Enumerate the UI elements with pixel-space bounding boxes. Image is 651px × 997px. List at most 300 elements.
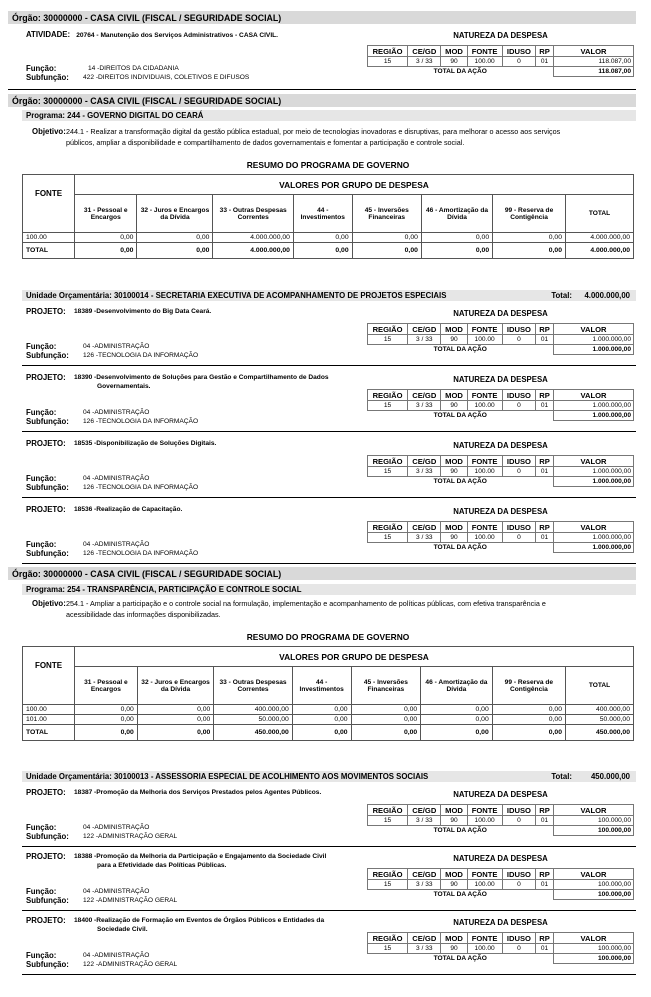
table-row: [23, 233, 634, 243]
atividade-label-text: ATIVIDADE:: [26, 30, 71, 39]
cell-iduso: 0: [502, 944, 535, 954]
natureza-table: [367, 455, 634, 487]
natureza-table: [367, 389, 634, 421]
projeto-text-line2: Sociedade Civil.: [97, 926, 148, 933]
col-iduso: IDUSO: [502, 805, 535, 816]
cell-total: 400.000,00: [566, 705, 634, 715]
cell-fonte: 100.00: [467, 335, 502, 345]
col-33: 33 - Outras Despesas Correntes: [214, 667, 292, 705]
cell-valor: 100.000,00: [554, 816, 634, 826]
col-valor: VALOR: [554, 456, 634, 467]
projeto-label: PROJETO:: [26, 307, 66, 316]
cell-iduso: 0: [502, 880, 535, 890]
col-44: 44 - Investimentos: [292, 667, 351, 705]
cell-valor: 1.000.000,00: [554, 401, 634, 411]
cell-99: 0,00: [493, 233, 566, 243]
col-valor: VALOR: [554, 805, 634, 816]
funcao-code: 04: [83, 475, 91, 482]
total-99: 0,00: [493, 243, 566, 259]
funcao-text: ADMINISTRAÇÃO: [94, 888, 150, 895]
funcao-label: Função:: [26, 408, 57, 417]
divider: [22, 497, 636, 498]
col-regiao: REGIÃO: [368, 869, 408, 880]
subfuncao-value: 126 -TECNOLOGIA DA INFORMAÇÃO: [83, 352, 199, 359]
col-valor: VALOR: [554, 324, 634, 335]
projeto-label: PROJETO:: [26, 852, 66, 861]
subfuncao-label: Subfunção:: [26, 351, 69, 360]
funcao-label: Função:: [26, 540, 57, 549]
funcao-label: Função:: [26, 342, 57, 351]
cell-45: 0,00: [351, 705, 421, 715]
col-regiao: REGIÃO: [368, 456, 408, 467]
cell-mod: 90: [441, 880, 467, 890]
cell-iduso: 0: [502, 57, 535, 67]
funcao-value: 04 -ADMINISTRAÇÃO: [83, 343, 150, 350]
col-fonte: FONTE: [467, 46, 502, 57]
col-mod: MOD: [441, 933, 467, 944]
table-row: [23, 715, 634, 725]
projeto-text-line2: para a Efetividade das Políticas Públicas.: [97, 862, 227, 869]
cell-valor: 1.000.000,00: [554, 533, 634, 543]
objetivo-label: Objetivo:: [32, 127, 66, 136]
projeto-code: 18535: [74, 440, 93, 447]
cell-fonte: 100.00: [467, 401, 502, 411]
col-regiao: REGIÃO: [368, 46, 408, 57]
col-cegd: CE/GD: [408, 46, 441, 57]
cell-mod: 90: [441, 467, 467, 477]
unidade-header: [22, 290, 636, 301]
col-regiao: REGIÃO: [368, 805, 408, 816]
cell-regiao: 15: [368, 467, 408, 477]
col-cegd: CE/GD: [408, 324, 441, 335]
cell-cegd: 3 / 33: [408, 335, 441, 345]
total-row-label: TOTAL: [23, 725, 75, 741]
subfuncao-value: 122 -ADMINISTRAÇÃO GERAL: [83, 897, 178, 904]
cell-32: 0,00: [137, 233, 213, 243]
col-iduso: IDUSO: [502, 46, 535, 57]
table-row: [368, 401, 634, 411]
projeto-text: -Realização de Capacitação.: [94, 506, 183, 513]
col-rp: RP: [536, 390, 554, 401]
col-iduso: IDUSO: [502, 522, 535, 533]
funcao-value: 04 -ADMINISTRAÇÃO: [83, 541, 150, 548]
cell-iduso: 0: [502, 533, 535, 543]
projeto-label: PROJETO:: [26, 505, 66, 514]
projeto-label: PROJETO:: [26, 439, 66, 448]
col-mod: MOD: [441, 390, 467, 401]
total-99: 0,00: [492, 725, 565, 741]
projeto-text-line1: Desenvolvimento de Soluções para Gestão e Compartilhamento de Dados: [96, 374, 329, 381]
col-cegd: CE/GD: [408, 456, 441, 467]
cell-cegd: 3 / 33: [408, 401, 441, 411]
total-row: [23, 725, 634, 741]
cell-cegd: 3 / 33: [408, 467, 441, 477]
cell-33: 4.000.000,00: [213, 233, 293, 243]
cell-cegd: 3 / 33: [408, 816, 441, 826]
total-row: [23, 243, 634, 259]
cell-31: 0,00: [75, 233, 137, 243]
cell-total: 4.000.000,00: [566, 233, 634, 243]
valores-title: VALORES POR GRUPO DE DESPESA: [75, 647, 634, 667]
cell-fonte: 101.00: [23, 715, 75, 725]
total-acao-value: 1.000.000,00: [554, 477, 634, 487]
table-row: [368, 335, 634, 345]
natureza-title: NATUREZA DA DESPESA: [453, 790, 548, 799]
projeto-label: PROJETO:: [26, 373, 66, 382]
col-mod: MOD: [441, 522, 467, 533]
cell-rp: 01: [536, 944, 554, 954]
col-iduso: IDUSO: [502, 456, 535, 467]
col-valor: VALOR: [554, 390, 634, 401]
col-regiao: REGIÃO: [368, 324, 408, 335]
cell-fonte: 100.00: [467, 533, 502, 543]
total-acao-label: TOTAL DA AÇÃO: [433, 478, 487, 486]
table-row: [368, 880, 634, 890]
cell-99: 0,00: [492, 705, 565, 715]
cell-rp: 01: [536, 401, 554, 411]
subfuncao-value: 126 -TECNOLOGIA DA INFORMAÇÃO: [83, 418, 199, 425]
projeto-code: 18387: [74, 789, 93, 796]
cell-rp: 01: [536, 816, 554, 826]
cell-99: 0,00: [492, 715, 565, 725]
divider: [22, 846, 636, 847]
cell-mod: 90: [441, 816, 467, 826]
funcao-code: 04: [83, 952, 91, 959]
subfuncao-text: ADMINISTRAÇÃO GERAL: [98, 961, 178, 968]
cell-fonte: 100.00: [467, 880, 502, 890]
subfuncao-text: TECNOLOGIA DA INFORMAÇÃO: [98, 418, 199, 425]
subfuncao-text: ADMINISTRAÇÃO GERAL: [98, 897, 178, 904]
total-acao-value: 100.000,00: [554, 826, 634, 836]
projeto-text: -Desenvolvimento do Big Data Ceará.: [94, 308, 212, 315]
cell-cegd: 3 / 33: [408, 57, 441, 67]
total-acao-label: TOTAL DA AÇÃO: [433, 412, 487, 420]
atividade-text: Manutenção dos Serviços Administrativos - CASA CIVIL.: [100, 32, 279, 39]
subfuncao-code: 126: [83, 550, 95, 557]
subfuncao-label: Subfunção:: [26, 549, 69, 558]
col-rp: RP: [536, 522, 554, 533]
objetivo-line2: públicos, ampliar a disponibilidade e compartilhamento de dados governamentais e fomentar a participação e controle social.: [66, 138, 465, 147]
objetivo-line1: 244.1 - Realizar a transformação digital da gestão pública estadual, por meio de tecnologias inovadoras e disruptivas, para melhorar o acesso aos serviços: [66, 127, 561, 136]
projeto-text-line1: Realização de Formação em Eventos de Órgãos Públicos e Entidades da: [96, 917, 325, 924]
col-33: 33 - Outras Despesas Correntes: [213, 195, 293, 233]
total-44: 0,00: [292, 725, 351, 741]
total-acao-value: 100.000,00: [554, 954, 634, 964]
total-acao-label: TOTAL DA AÇÃO: [433, 827, 487, 835]
col-total: TOTAL: [566, 195, 634, 233]
natureza-title: NATUREZA DA DESPESA: [453, 854, 548, 863]
divider: [22, 563, 636, 564]
col-rp: RP: [536, 869, 554, 880]
col-cegd: CE/GD: [408, 390, 441, 401]
cell-regiao: 15: [368, 335, 408, 345]
objetivo-line1-2: 254.1 - Ampliar a participação e o controle social na formulação, implementação e acompanhamento de políticas públicas, com efetiva transparência e: [66, 599, 546, 608]
funcao-text: ADMINISTRAÇÃO: [94, 343, 150, 350]
table-row: [368, 467, 634, 477]
projeto-code: 18390: [74, 374, 93, 381]
cell-fonte: 100.00: [23, 705, 75, 715]
total-33: 450.000,00: [214, 725, 292, 741]
programa-header: Programa: 244 - GOVERNO DIGITAL DO CEARÁ: [22, 110, 636, 121]
projeto-label: PROJETO:: [26, 788, 66, 797]
col-mod: MOD: [441, 869, 467, 880]
cell-total: 50.000,00: [566, 715, 634, 725]
cell-fonte: 100.00: [23, 233, 75, 243]
total-total: 450.000,00: [566, 725, 634, 741]
total-acao-label: TOTAL DA AÇÃO: [433, 891, 487, 899]
col-46: 46 - Amortização da Dívida: [421, 195, 492, 233]
subfuncao-code: 126: [83, 418, 95, 425]
col-fonte: FONTE: [467, 522, 502, 533]
projeto-text-line1: Disponibilização de Soluções Digitais.: [96, 440, 217, 447]
funcao-code: 04: [83, 888, 91, 895]
col-mod: MOD: [441, 46, 467, 57]
cell-valor: 1.000.000,00: [554, 335, 634, 345]
cell-regiao: 15: [368, 816, 408, 826]
cell-regiao: 15: [368, 880, 408, 890]
col-valor: VALOR: [554, 933, 634, 944]
subfuncao-label: Subfunção:: [26, 960, 69, 969]
funcao-value: 04 -ADMINISTRAÇÃO: [83, 888, 150, 895]
cell-44: 0,00: [292, 705, 351, 715]
natureza-title: NATUREZA DA DESPESA: [453, 441, 548, 450]
divider: [22, 365, 636, 366]
cell-rp: 01: [536, 880, 554, 890]
funcao-text: ADMINISTRAÇÃO: [94, 541, 150, 548]
cell-iduso: 0: [502, 401, 535, 411]
col-rp: RP: [536, 456, 554, 467]
projeto-text: -Disponibilização de Soluções Digitais.: [94, 440, 217, 447]
funcao-code: 04: [83, 409, 91, 416]
cell-mod: 90: [441, 944, 467, 954]
subfuncao-value: 126 -TECNOLOGIA DA INFORMAÇÃO: [83, 550, 199, 557]
col-mod: MOD: [441, 456, 467, 467]
funcao-value: 04 -ADMINISTRAÇÃO: [83, 475, 150, 482]
unidade-text: Unidade Orçamentária: 30100014 - SECRETARIA EXECUTIVA DE ACOMPANHAMENTO DE PROJETOS ESPECIAIS: [26, 291, 447, 300]
subfuncao-text: ADMINISTRAÇÃO GERAL: [98, 833, 178, 840]
cell-regiao: 15: [368, 57, 408, 67]
unidade-header-2: [22, 771, 636, 782]
cell-regiao: 15: [368, 944, 408, 954]
total-acao-label: TOTAL DA AÇÃO: [433, 955, 487, 963]
projeto-text: -Desenvolvimento de Soluções para Gestão e Compartilhamento de Dados: [94, 374, 329, 381]
funcao-text: ADMINISTRAÇÃO: [94, 409, 150, 416]
cell-33: 50.000,00: [214, 715, 292, 725]
subfuncao-value: 422 -DIREITOS INDIVIDUAIS, COLETIVOS E DIFUSOS: [83, 74, 250, 81]
subfuncao-code: 126: [83, 352, 95, 359]
subfuncao-label: Subfunção:: [26, 832, 69, 841]
total-total: 4.000.000,00: [566, 243, 634, 259]
cell-cegd: 3 / 33: [408, 533, 441, 543]
projeto-text: -Realização de Formação em Eventos de Órgãos Públicos e Entidades da: [94, 917, 325, 924]
col-iduso: IDUSO: [502, 390, 535, 401]
projeto-text-line1: Promoção da Melhoria dos Serviços Prestados pelos Agentes Públicos.: [96, 789, 322, 796]
cell-mod: 90: [441, 335, 467, 345]
cell-rp: 01: [536, 335, 554, 345]
cell-45: 0,00: [352, 233, 421, 243]
natureza-table: [367, 868, 634, 900]
natureza-table: [367, 323, 634, 355]
col-32: 32 - Juros e Encargos da Dívida: [137, 195, 213, 233]
projeto-code: 18388: [74, 853, 93, 860]
col-44: 44 - Investimentos: [293, 195, 352, 233]
subfuncao-text: TECNOLOGIA DA INFORMAÇÃO: [98, 352, 199, 359]
valores-title: VALORES POR GRUPO DE DESPESA: [75, 175, 634, 195]
total-46: 0,00: [421, 725, 493, 741]
col-cegd: CE/GD: [408, 869, 441, 880]
subfuncao-value: 126 -TECNOLOGIA DA INFORMAÇÃO: [83, 484, 199, 491]
natureza-title: NATUREZA DA DESPESA: [453, 309, 548, 318]
total-acao-value: 118.087,00: [554, 67, 634, 77]
projeto-text-line1: Realização de Capacitação.: [96, 506, 183, 513]
natureza-table: [367, 521, 634, 553]
total-row-label: TOTAL: [23, 243, 75, 259]
cell-valor: 100.000,00: [554, 944, 634, 954]
total-44: 0,00: [293, 243, 352, 259]
col-46: 46 - Amortização da Dívida: [421, 667, 493, 705]
funcao-label: Função:: [26, 887, 57, 896]
funcao-label: Função:: [26, 823, 57, 832]
funcao-text: ADMINISTRAÇÃO: [94, 952, 150, 959]
cell-44: 0,00: [292, 715, 351, 725]
col-rp: RP: [536, 46, 554, 57]
atividade-code: 20764: [76, 32, 95, 39]
cell-fonte: 100.00: [467, 57, 502, 67]
funcao-value: 04 -ADMINISTRAÇÃO: [83, 824, 150, 831]
total-33: 4.000.000,00: [213, 243, 293, 259]
total-acao-value: 1.000.000,00: [554, 411, 634, 421]
subfuncao-label: Subfunção:: [26, 417, 69, 426]
col-fonte: FONTE: [467, 933, 502, 944]
subfuncao-label: Subfunção:: [26, 483, 69, 492]
unidade-total-value: 4.000.000,00: [584, 291, 630, 300]
unidade-total-label: Total:: [551, 291, 572, 300]
subfuncao-code: 122: [83, 961, 95, 968]
projeto-label: PROJETO:: [26, 916, 66, 925]
total-32: 0,00: [137, 725, 214, 741]
cell-valor: 1.000.000,00: [554, 467, 634, 477]
resumo-table: [22, 174, 634, 259]
funcao-code: 04: [83, 824, 91, 831]
funcao-text: DIREITOS DA CIDADANIA: [99, 65, 179, 72]
resumo-title: RESUMO DO PROGRAMA DE GOVERNO: [246, 160, 410, 170]
total-31: 0,00: [75, 243, 137, 259]
natureza-title: NATUREZA DA DESPESA: [453, 507, 548, 516]
divider: [8, 89, 636, 90]
subfuncao-value: 122 -ADMINISTRAÇÃO GERAL: [83, 833, 178, 840]
orgao-header-3: Órgão: 30000000 - CASA CIVIL (FISCAL / SEGURIDADE SOCIAL): [8, 567, 636, 580]
cell-fonte: 100.00: [467, 944, 502, 954]
resumo-table-2: [22, 646, 634, 741]
funcao-value: 04 -ADMINISTRAÇÃO: [83, 952, 150, 959]
projeto-text-line2: Governamentais.: [97, 383, 151, 390]
total-acao-label: TOTAL DA AÇÃO: [433, 68, 487, 76]
col-cegd: CE/GD: [408, 805, 441, 816]
cell-rp: 01: [536, 57, 554, 67]
cell-rp: 01: [536, 467, 554, 477]
col-iduso: IDUSO: [502, 933, 535, 944]
funcao-text: ADMINISTRAÇÃO: [94, 475, 150, 482]
funcao-code: 04: [83, 343, 91, 350]
total-acao-value: 1.000.000,00: [554, 345, 634, 355]
natureza-table: [367, 804, 634, 836]
col-regiao: REGIÃO: [368, 390, 408, 401]
cell-iduso: 0: [502, 467, 535, 477]
cell-cegd: 3 / 33: [408, 880, 441, 890]
total-acao-label: TOTAL DA AÇÃO: [433, 544, 487, 552]
col-regiao: REGIÃO: [368, 522, 408, 533]
cell-valor: 100.000,00: [554, 880, 634, 890]
unidade-total-label: Total:: [551, 772, 572, 781]
cell-46: 0,00: [421, 705, 493, 715]
col-99: 99 - Reserva de Contigência: [493, 195, 566, 233]
col-cegd: CE/GD: [408, 933, 441, 944]
col-fonte: FONTE: [467, 869, 502, 880]
col-total: TOTAL: [566, 667, 634, 705]
col-32: 32 - Juros e Encargos da Dívida: [137, 667, 214, 705]
projeto-text-line1: Promoção da Melhoria da Participação e Engajamento da Sociedade Civil: [96, 853, 327, 860]
col-rp: RP: [536, 933, 554, 944]
funcao-text: ADMINISTRAÇÃO: [94, 824, 150, 831]
cell-33: 400.000,00: [214, 705, 292, 715]
cell-rp: 01: [536, 533, 554, 543]
col-fonte: FONTE: [467, 805, 502, 816]
projeto-text-line1: Desenvolvimento do Big Data Ceará.: [96, 308, 212, 315]
total-46: 0,00: [421, 243, 492, 259]
projeto-text: -Promoção da Melhoria da Participação e Engajamento da Sociedade Civil: [94, 853, 327, 860]
natureza-table: [367, 932, 634, 964]
subfuncao-code: 422: [83, 74, 95, 81]
total-31: 0,00: [75, 725, 138, 741]
natureza-title: NATUREZA DA DESPESA: [453, 31, 548, 40]
col-fonte: FONTE: [467, 456, 502, 467]
total-45: 0,00: [352, 243, 421, 259]
table-row: [368, 944, 634, 954]
col-valor: VALOR: [554, 522, 634, 533]
cell-46: 0,00: [421, 233, 492, 243]
col-mod: MOD: [441, 324, 467, 335]
programa-header-2: Programa: 254 - TRANSPARÊNCIA, PARTICIPAÇÃO E CONTROLE SOCIAL: [22, 584, 636, 595]
table-row: [23, 705, 634, 715]
funcao-code: 14: [88, 65, 96, 72]
total-45: 0,00: [351, 725, 421, 741]
projeto-code: 18536: [74, 506, 93, 513]
subfuncao-label: Subfunção:: [26, 73, 69, 82]
cell-32: 0,00: [137, 705, 214, 715]
orgao-header: Órgão: 30000000 - CASA CIVIL (FISCAL / SEGURIDADE SOCIAL): [8, 11, 636, 24]
cell-mod: 90: [441, 533, 467, 543]
col-regiao: REGIÃO: [368, 933, 408, 944]
divider: [22, 431, 636, 432]
col-45: 45 - Inversões Financeiras: [351, 667, 421, 705]
natureza-table: [367, 45, 634, 77]
subfuncao-text: DIREITOS INDIVIDUAIS, COLETIVOS E DIFUSOS: [98, 74, 250, 81]
cell-44: 0,00: [293, 233, 352, 243]
funcao-code: 04: [83, 541, 91, 548]
col-fonte: FONTE: [467, 390, 502, 401]
cell-31: 0,00: [75, 715, 138, 725]
col-mod: MOD: [441, 805, 467, 816]
col-iduso: IDUSO: [502, 869, 535, 880]
cell-iduso: 0: [502, 816, 535, 826]
natureza-title: NATUREZA DA DESPESA: [453, 918, 548, 927]
unidade-total-value: 450.000,00: [590, 772, 630, 781]
col-valor: VALOR: [554, 869, 634, 880]
atividade-label: ATIVIDADE: 20764 - Manutenção dos Serviços Administrativos - CASA CIVIL.: [26, 30, 279, 39]
col-99: 99 - Reserva de Contigência: [492, 667, 565, 705]
col-rp: RP: [536, 805, 554, 816]
divider: [22, 910, 636, 911]
